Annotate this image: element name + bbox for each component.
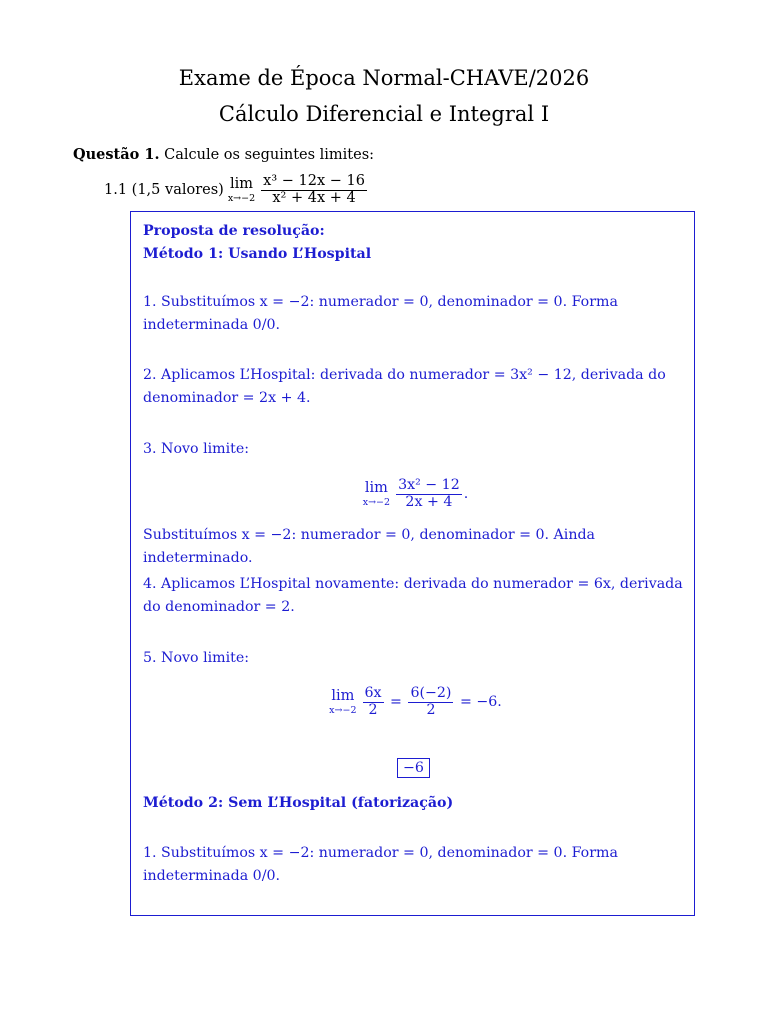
method1-step3-after: Substituímos x = −2: numerador = 0, denominador = 0. Ainda indeterminado. (143, 527, 596, 566)
answer-row (131, 758, 696, 778)
course-title: Cálculo Diferencial e Integral I (218, 102, 550, 126)
subquestion-1-1 (104, 170, 369, 210)
boxed-answer: −6 (397, 758, 430, 778)
method1-step3: 3. Novo limite: (143, 441, 250, 457)
method1-step5: 5. Novo limite: (143, 650, 250, 666)
eq1-denominator: 2x + 4 (405, 493, 453, 510)
method2-title: Método 2: Sem L’Hospital (fatorização) (143, 795, 454, 811)
eq2-fraction-2 (408, 686, 453, 718)
question-1 (73, 146, 374, 163)
exam-title: Exame de Época Normal-CHAVE/2026 (178, 66, 590, 90)
limit-operator (228, 177, 255, 203)
method1-step1: 1. Substituímos x = −2: numerador = 0, denominador = 0. Forma indeterminada 0/0. (143, 294, 618, 333)
eq2-lim (329, 689, 356, 715)
eq2-numerator-2: 6(−2) (410, 685, 452, 701)
equation-2: lim x→−2 $\frac{6x}{2}$ = $\frac{6(-2)}{2}$ = −6. (329, 685, 502, 718)
eq2-denominator-2: 2 (426, 701, 436, 718)
method1-step4: 4. Aplicamos L’Hospital novamente: derivada do numerador = 6x, derivada do denominador = 2. (143, 576, 683, 615)
solution-box (130, 211, 695, 916)
eq2-lim-subscript: x→−2 (329, 704, 357, 716)
eq1-numerator: 3x² − 12 (398, 477, 460, 493)
eq1-lim-subscript: x→−2 (362, 496, 391, 508)
fraction-denominator: x² + 4x + 4 (272, 189, 356, 206)
lim-text: lim (229, 176, 253, 192)
limit-fraction (261, 174, 367, 207)
eq2-lim-text: lim (331, 688, 355, 705)
eq1-fraction (396, 478, 462, 510)
eq2-result: = −6. (459, 694, 502, 711)
eq1-lim (363, 481, 390, 507)
method2-step1: 1. Substituímos x = −2: numerador = 0, denominador = 0. Forma indeterminada 0/0. (143, 845, 618, 884)
lim-subscript: x→−2 (227, 192, 256, 204)
fraction-numerator: x³ − 12x − 16 (263, 172, 365, 189)
eq2-denominator-1: 2 (368, 701, 378, 718)
question-text: Calcule os seguintes limites: (164, 147, 375, 163)
item-number: 1.1 (104, 182, 128, 198)
method1-step2: 2. Aplicamos L’Hospital: derivada do numerador = 3x² − 12, derivada do denominador = 2x + 4. (143, 367, 666, 406)
eq2-fraction-1 (363, 686, 384, 718)
method1-title: Método 1: Usando L’Hospital (143, 246, 372, 262)
question-label: Questão 1. (73, 146, 160, 163)
eq1-lim-text: lim (364, 480, 388, 497)
eq2-numerator-1: 6x (364, 685, 382, 701)
solution-heading: Proposta de resolução: (143, 223, 325, 239)
item-points: (1,5 valores) (131, 182, 224, 198)
equation-1: lim x→−2 $\frac{\text{3x² − 12}}{2x + 4}$ . (362, 477, 469, 510)
